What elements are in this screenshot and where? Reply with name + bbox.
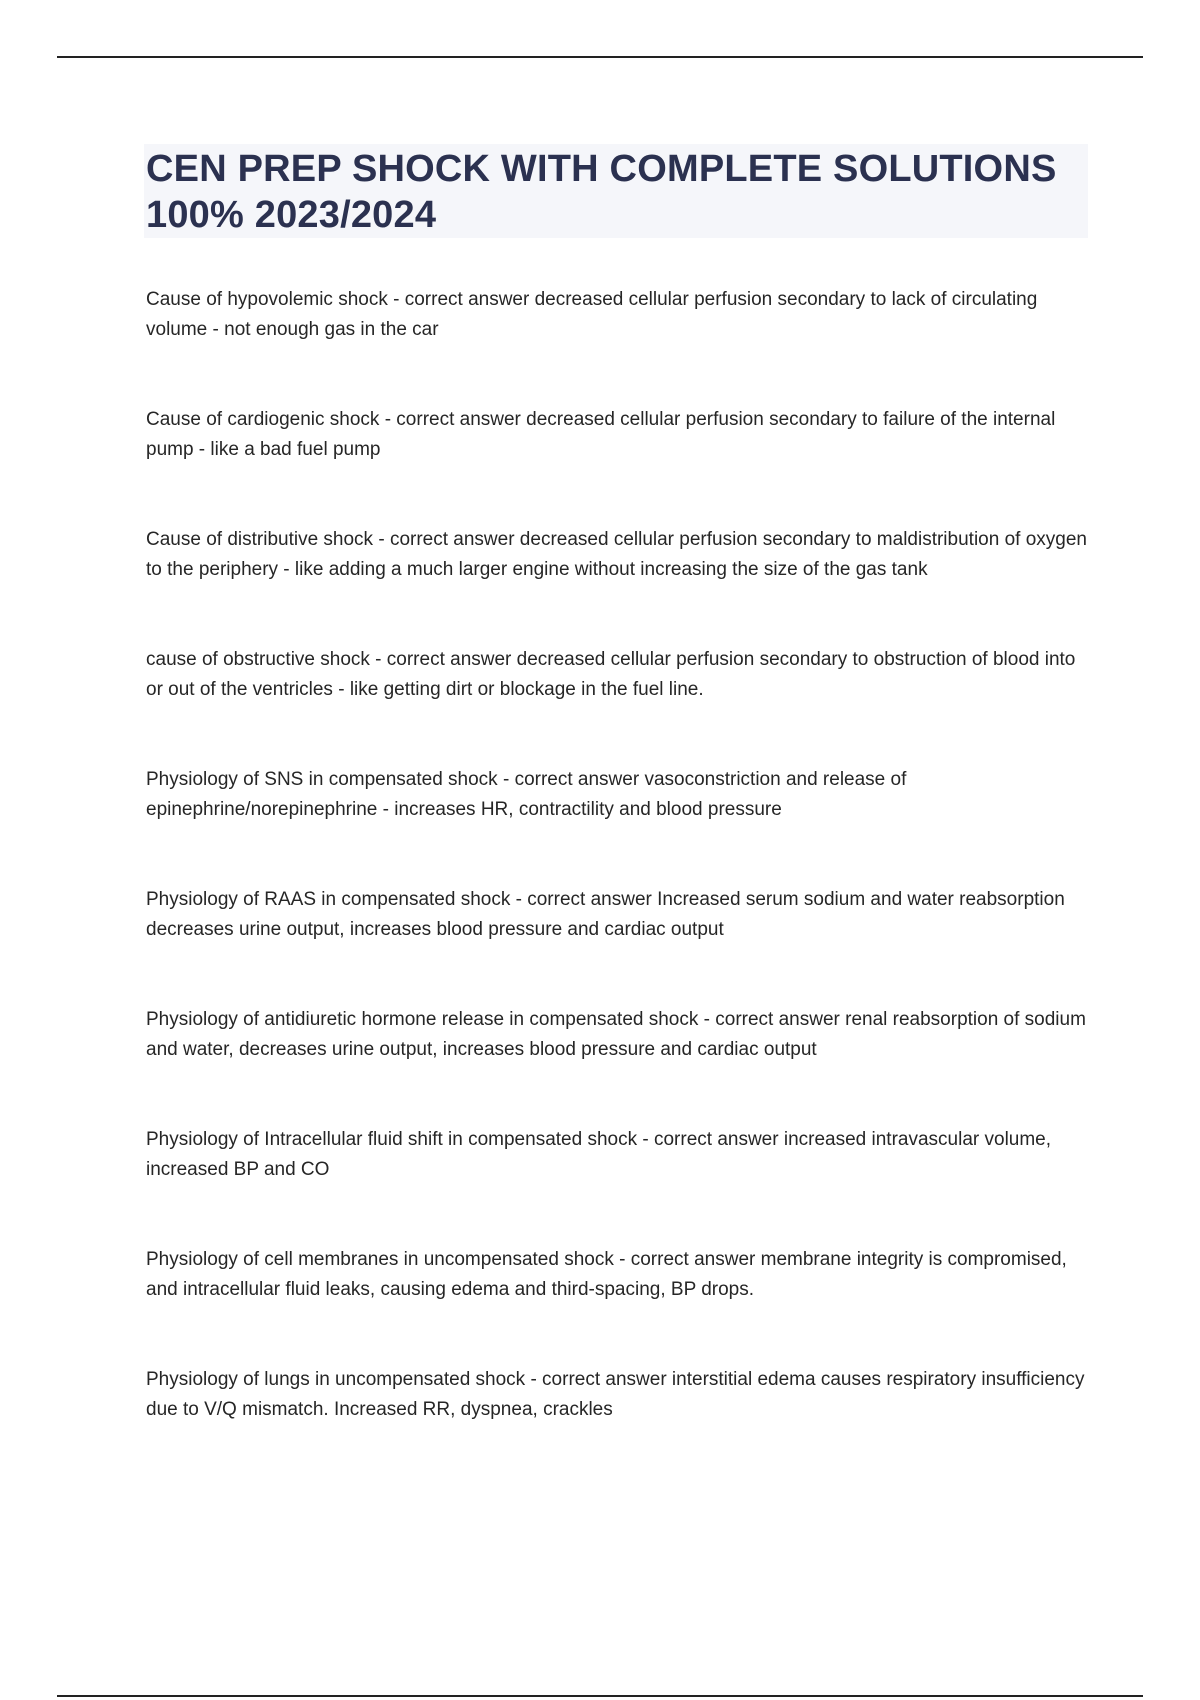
qa-item-obstructive: cause of obstructive shock - correct answer decreased cellular perfusion secondary to obstruction of blood into or out of the ventricles - like getting dirt or blockage in the fuel line. xyxy=(146,649,1076,700)
top-rule xyxy=(57,56,1143,58)
bottom-rule xyxy=(57,1695,1143,1697)
title-block xyxy=(144,144,1088,238)
qa-item-lungs: Physiology of lungs in uncompensated shock - correct answer interstitial edema causes respiratory insufficiency due to V/Q mismatch. Increased RR, dyspnea, crackles xyxy=(146,1369,1085,1420)
qa-item-sns: Physiology of SNS in compensated shock - correct answer vasoconstriction and release of epinephrine/norepinephrine - increases HR, contractility and blood pressure xyxy=(146,769,907,820)
qa-item-cardiogenic: Cause of cardiogenic shock - correct answer decreased cellular perfusion secondary to failure of the internal pump - like a bad fuel pump xyxy=(146,409,1056,460)
qa-list xyxy=(146,285,1096,1485)
qa-item-adh: Physiology of antidiuretic hormone release in compensated shock - correct answer renal reabsorption of sodium and water, decreases urine output, increases blood pressure and cardiac output xyxy=(146,1009,1086,1060)
qa-item-hypovolemic: Cause of hypovolemic shock - correct answer decreased cellular perfusion secondary to lack of circulating volume - not enough gas in the car xyxy=(146,289,1038,340)
qa-item-distributive: Cause of distributive shock - correct answer decreased cellular perfusion secondary to maldistribution of oxygen to the periphery - like adding a much larger engine without increasing the size of the gas tank xyxy=(146,529,1087,580)
qa-item-intracellular-shift: Physiology of Intracellular fluid shift in compensated shock - correct answer increased intravascular volume, increased BP and CO xyxy=(146,1129,1052,1180)
page-title: CEN PREP SHOCK WITH COMPLETE SOLUTIONS 100% 2023/2024 xyxy=(146,148,1057,236)
qa-item-cell-membranes: Physiology of cell membranes in uncompensated shock - correct answer membrane integrity is compromised, and intracellular fluid leaks, causing edema and third-spacing, BP drops. xyxy=(146,1249,1067,1300)
qa-item-raas: Physiology of RAAS in compensated shock - correct answer Increased serum sodium and water reabsorption decreases urine output, increases blood pressure and cardiac output xyxy=(146,889,1065,940)
